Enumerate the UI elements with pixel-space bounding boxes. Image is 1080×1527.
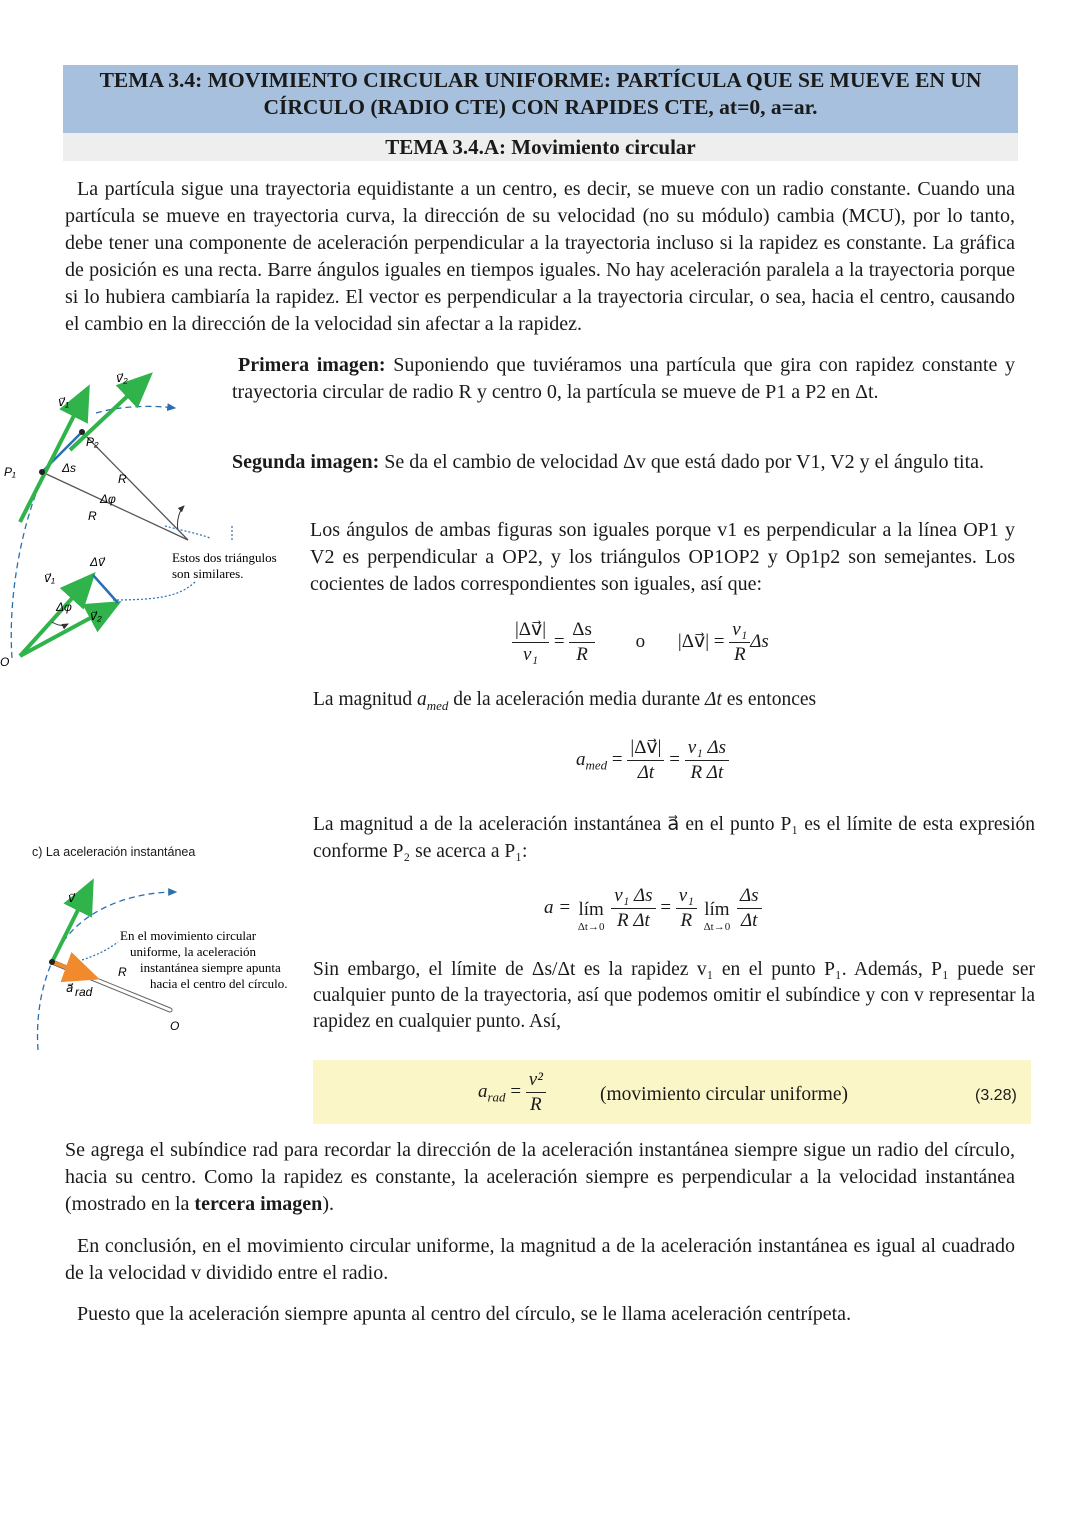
figure-1-caption-line-1: Estos dos triángulos: [172, 550, 277, 565]
eq2-den-2: R Δt: [690, 762, 724, 783]
label-v2: v⃗₂: [116, 371, 128, 385]
primera-text: Suponiendo que tuviéramos una partícula que gira con rapidez constante y trayectoria circular de radio R y centro 0, la partícula se mueve de P1 a P2 en Δt.: [232, 354, 1015, 403]
rad-text-a: Se agrega el subíndice rad para recordar la dirección de la aceleración instantánea siempre sigue un radio del círculo, hacia su centro. Como la rapidez es constante, la aceleración siempre es perpendicular a la velocidad instantánea (mostrado en la: [65, 1139, 1015, 1215]
label-r-2: R: [88, 509, 97, 523]
label-o: O: [170, 1019, 180, 1033]
amed-text-c: med: [426, 697, 449, 713]
centripeta-paragraph: Puesto que la aceleración siempre apunta al centro del círculo, se le llama aceleración centrípeta.: [77, 1303, 852, 1325]
eq3-lim-2: lím: [704, 898, 730, 920]
amed-text-e: Δt: [705, 689, 722, 710]
amed-text-d: de la aceleración media durante: [448, 689, 706, 710]
figure-2-caption-line-4: hacia el centro del círculo.: [150, 976, 288, 991]
eq1-den-1: v₁: [523, 644, 539, 665]
label-r-1: R: [118, 472, 127, 486]
equation-arad: $a_{rad}$ = $\frac{\text{v²}}{R}$: [478, 1068, 608, 1124]
label-v1: v⃗₁: [58, 395, 69, 409]
figure-2-caption-line-2: uniforme, la aceleración: [130, 944, 256, 959]
eq3-num-1: v₁ Δs: [611, 884, 655, 909]
eq3-limsub-2: Δt→0: [703, 920, 731, 933]
v1-lower-vector: [20, 575, 93, 656]
title-line-1: TEMA 3.4: MOVIMIENTO CIRCULAR UNIFORME: PARTÍCULA QUE SE MUEVE EN UN: [99, 68, 982, 92]
rad-text-c: ).: [322, 1193, 334, 1215]
eq1-lhs: |Δv⃗| =: [677, 630, 725, 652]
eq4-den: R: [530, 1094, 542, 1115]
amed-paragraph: [313, 686, 1033, 719]
label-p1: P₁: [4, 465, 16, 479]
eq3-den-3: Δt: [741, 910, 758, 931]
angulos-paragraph: Los ángulos de ambas figuras son iguales porque v1 es perpendicular a la línea OP1 y V2 es perpendicular a OP2, y los triángulos OP1OP2 y Op1p2 son semejantes. Los cocientes de lados correspondientes son iguales, así que:: [310, 519, 1015, 595]
rad-text-bold: tercera imagen: [194, 1193, 323, 1215]
primera-label: Primera imagen:: [238, 354, 386, 376]
eq3-den-2: R: [680, 910, 693, 931]
eq3-lhs: a =: [544, 896, 572, 918]
label-delta-s: Δs: [62, 461, 77, 475]
label-r: R: [118, 965, 127, 979]
intro-paragraph: La partícula sigue una trayectoria equidistante a un centro, es decir, se mueve con un radio constante. Cuando una partícula se mueve en trayectoria curva, la dirección de su velocidad (no su módulo) cambia (MCU), por lo tanto, debe tener una componente de aceleración perpendicular a la trayectoria incluso si la rapidez es constante. La gráfica de posición es una recta. Barre ángulos iguales en tiempos iguales. No hay aceleración paralela a la trayectoria porque si lo hubiera cambiaría la rapidez. El vector es perpendicular a la trayectoria circular, o sea, hacia el centro, causando el cambio en la dirección de la velocidad sin afectar a la rapidez.: [65, 178, 1015, 335]
figure-1-triangles: [0, 360, 300, 670]
eq3-num-2: v₁: [676, 884, 697, 909]
equation-amed: $a_{med}$ = $\frac{|\Delta v⃗|}{\Delta t}$ = $\frac{\text{v₁ Δs}}{\text{R Δt}}$: [576, 736, 836, 792]
conclusion-paragraph: En conclusión, en el movimiento circular uniforme, la magnitud a de la aceleración instantánea es igual al cuadrado de la velocidad v dividido entre el radio.: [65, 1235, 1015, 1284]
figure-2-caption-line-3: instantánea siempre apunta: [140, 960, 281, 975]
delta-v-vector: [93, 575, 118, 603]
eq1-or: o: [635, 630, 646, 652]
eq3-num-3: Δs: [737, 884, 762, 909]
equation-delta-v: $\frac{|\Delta v⃗|}{\text{v₁}}$ = $\frac{\Delta s}{R}$ o |Δv⃗| = $\frac{\text{v₁}}{R}$ Δs: [512, 618, 852, 674]
eq4-num: v²: [526, 1068, 546, 1093]
label-a: a⃗: [66, 981, 74, 995]
label-v1-lower: v⃗₁: [44, 571, 55, 585]
eq1-den-3: R: [733, 644, 746, 665]
label-v2-lower: v⃗₂: [90, 609, 102, 623]
v1-vector: [20, 388, 88, 522]
rad-paragraph: [65, 1137, 1015, 1218]
title-line-2: CÍRCULO (RADIO CTE) CON RAPIDES CTE, at=0, a=ar.: [263, 95, 818, 119]
eq1-num-2: Δs: [569, 618, 595, 643]
eq1-num-3: v₁: [729, 618, 750, 643]
eq4-sub: rad: [487, 1089, 506, 1105]
label-p2: P₂: [86, 435, 99, 449]
eq2-num-1: |Δv⃗|: [627, 736, 664, 761]
amed-text-a: La magnitud: [313, 689, 417, 710]
amed-text-b: a: [416, 689, 427, 710]
segunda-text: Se da el cambio de velocidad Δv que está dado por V1, V2 y el ángulo tita.: [379, 451, 984, 473]
figure-2-caption-line-1: En el movimiento circular: [120, 928, 257, 943]
equation-limit: a = lím Δt→0 $\frac{\text{v₁ Δs}}{\text{R Δt}}$ = $\frac{\text{v₁}}{R}$ lím Δt→0 $\frac{\Delta s}{\Delta t}$: [544, 884, 844, 940]
instantanea-paragraph: La magnitud a de la aceleración instantánea a⃗ en el punto P₁ es el límite de esta expresión conforme P₂ se acerca a P₁:: [313, 814, 1035, 862]
subtitle: TEMA 3.4.A: Movimiento circular: [63, 133, 1018, 161]
segunda-imagen-paragraph: [232, 449, 1015, 476]
amed-text-f: es entonces: [721, 689, 817, 710]
eq4-lhs: a: [478, 1080, 488, 1102]
eq1-rhs: Δs: [750, 630, 769, 652]
v2-vector: [70, 375, 150, 450]
eq2-lhs: a: [576, 748, 586, 770]
eq3-limsub-1: Δt→0: [577, 920, 605, 933]
figure-1-caption-line-2: son similares.: [172, 566, 244, 581]
primera-imagen-paragraph: [232, 352, 1015, 406]
a-rad-vector: [52, 962, 96, 978]
segunda-label: Segunda imagen:: [232, 451, 380, 473]
eq3-den-1: R Δt: [616, 910, 650, 931]
eq3-lim-1: lím: [578, 898, 604, 920]
eq2-den-1: Δt: [637, 762, 655, 783]
figure-2-instant-acceleration: [0, 870, 310, 1060]
eq2-num-2: v₁ Δs: [685, 736, 729, 761]
sin-embargo-paragraph: Sin embargo, el límite de Δs/Δt es la rapidez v₁ en el punto P₁. Además, P₁ puede ser cualquier punto de la trayectoria, así que podemos omitir el subíndice y con v representar la rapidez en cualquier punto. Así,: [313, 959, 1035, 1032]
label-delta-v: Δv⃗: [90, 555, 106, 569]
eq1-den-2: R: [576, 644, 588, 665]
equation-label: (movimiento circular uniforme): [600, 1084, 848, 1105]
label-delta-phi-2: Δφ: [56, 600, 72, 614]
label-delta-phi-1: Δφ: [100, 492, 116, 506]
title-banner: [63, 65, 1018, 133]
equation-number: (3.28): [975, 1087, 1017, 1104]
label-v: v⃗: [68, 891, 76, 905]
radius-op1: [42, 472, 188, 540]
eq1-num-1: |Δv⃗|: [512, 618, 549, 643]
figure-2-title: c) La aceleración instantánea: [32, 845, 196, 859]
label-rad: rad: [75, 985, 93, 999]
eq2-sub: med: [585, 757, 608, 773]
label-origin: O: [0, 655, 10, 669]
